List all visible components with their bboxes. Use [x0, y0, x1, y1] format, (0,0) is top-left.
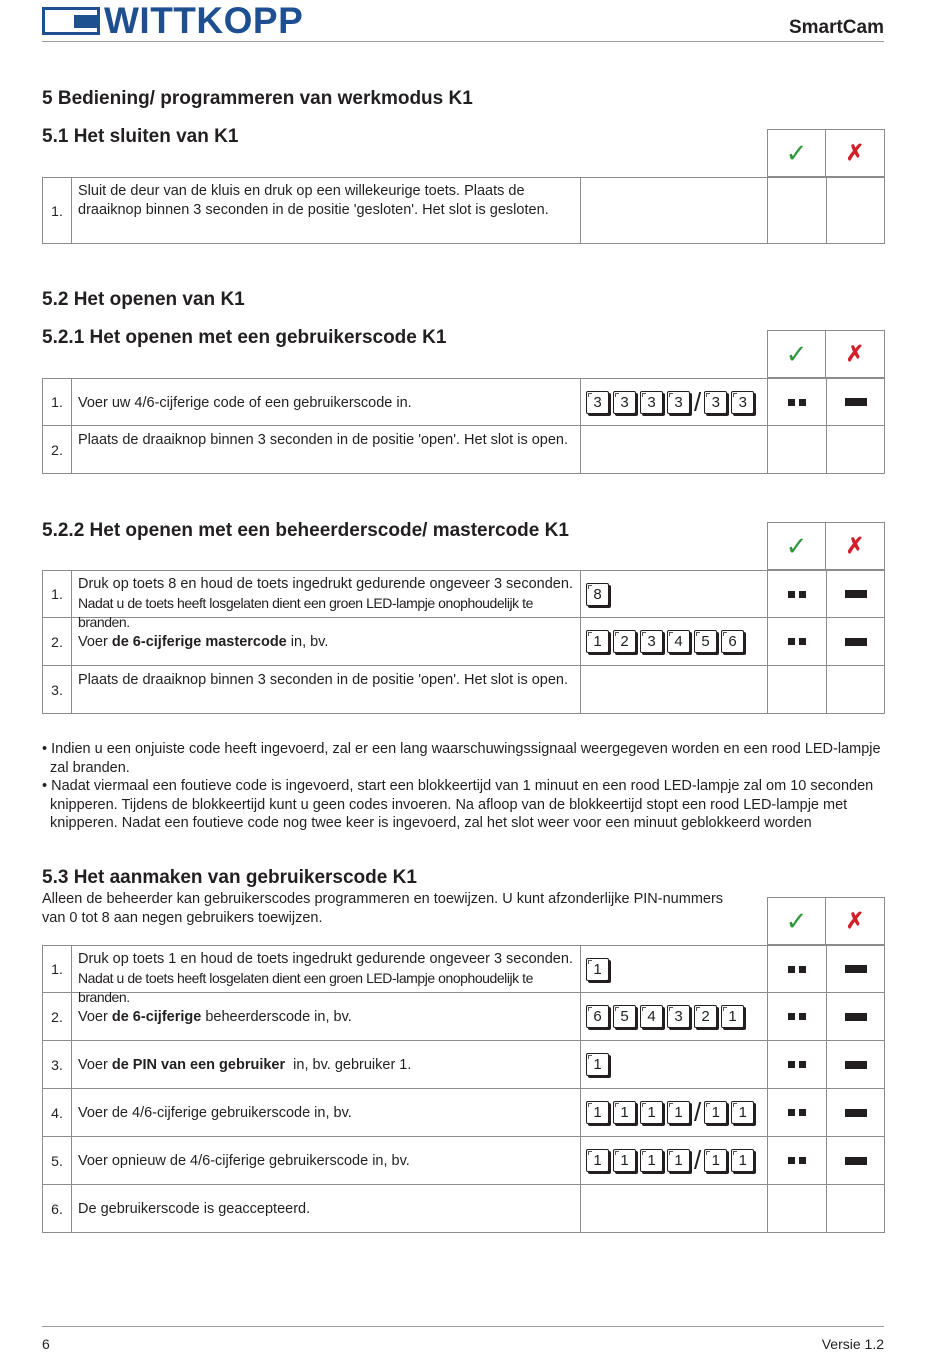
keypad-key: 1: [586, 1149, 609, 1172]
text-post: in, bv.: [286, 634, 329, 650]
row-number: 2.: [43, 993, 72, 1040]
key-sequence: [580, 1137, 768, 1184]
key-sequence: [580, 618, 768, 665]
notes-list: [42, 740, 887, 833]
text-post: beheerderscode in, bv.: [201, 1009, 352, 1025]
table-row: [42, 426, 885, 474]
table-row: [42, 1137, 885, 1185]
keypad-key: 1: [640, 1149, 663, 1172]
text-pre: Voer: [78, 1057, 112, 1073]
long-beep-icon: [827, 993, 885, 1040]
checkmark-icon: ✓: [785, 339, 808, 369]
keypad-key: 3: [586, 391, 609, 414]
brand-name: WITTKOPP: [104, 0, 304, 41]
keypad-key: 3: [667, 1005, 690, 1028]
cross-icon: ✗: [845, 533, 865, 558]
key-sequence: [580, 571, 768, 617]
row-number: 1.: [43, 178, 72, 243]
keypad-key: 1: [586, 1101, 609, 1124]
table-row: [42, 945, 885, 1005]
row-text: Plaats de draaiknop binnen 3 seconden in de positie 'open'. Het slot is open.: [78, 432, 569, 448]
keypad-key: 1: [586, 630, 609, 653]
checkmark-icon: ✓: [785, 531, 808, 561]
row-text: [78, 633, 578, 652]
key-sequence: [580, 993, 768, 1040]
row-text: [78, 1056, 578, 1075]
text-post: in, bv. gebruiker 1.: [285, 1057, 412, 1073]
long-beep-icon: [827, 1041, 885, 1088]
table-header-status: [767, 897, 885, 945]
row-text: Sluit de deur van de kluis en druk op een willekeurige toets. Plaats de draaiknop binnen 3 seconden in de positie 'gesloten'. Het slot is gesloten.: [78, 183, 549, 218]
text-bold: de 6-cijferige mastercode: [111, 634, 287, 650]
short-beep-icon: [768, 1089, 827, 1136]
cross-icon: ✗: [845, 140, 865, 165]
keypad-key: 1: [731, 1101, 754, 1124]
intro-text-5-3: Alleen de beheerder kan gebruikerscodes programmeren en toewijzen. U kunt afzonderlijke PIN-nummers van 0 tot 8 aan negen gebruikers toewijzen.: [42, 891, 724, 926]
heading-5-1: 5.1 Het sluiten van K1: [42, 126, 239, 147]
keypad-key: 8: [586, 583, 609, 606]
header-fail-cell: [826, 129, 885, 177]
heading-5-2-2: 5.2.2 Het openen met een beheerderscode/ mastercode K1: [42, 520, 569, 541]
note-item: • Nadat viermaal een foutieve code is ingevoerd, start een blokkeertijd van 1 minuut en een rood LED-lampje zal om 10 seconden knipperen. Tijdens de blokkeertijd kunt u geen codes invoeren. Na afloop van de blokkeertijd stopt een rood LED-lampje met knipperen. Nadat een foutieve code nog twee keer is ingevoerd, zal het slot weer voor een minuut geblokkeerd worden: [42, 778, 874, 831]
header-ok-cell: [767, 897, 826, 945]
row-text-line1: Druk op toets 8 en houd de toets ingedrukt gedurende ongeveer 3 seconden.: [78, 576, 573, 592]
keypad-key: 4: [667, 630, 690, 653]
keypad-key: 3: [640, 391, 663, 414]
text-pre: Voer: [78, 634, 112, 650]
keypad-key: 3: [640, 630, 663, 653]
table-row: [42, 177, 885, 244]
text-bold: de PIN van een gebruiker: [111, 1057, 286, 1073]
cross-icon: ✗: [845, 908, 865, 933]
table-row: [42, 1089, 885, 1137]
wittkopp-logo: [42, 0, 304, 41]
keypad-key: 5: [694, 630, 717, 653]
keypad-key: 1: [704, 1149, 727, 1172]
row-text-line2: Nadat u de toets heeft losgelaten dient een groen LED-lampje onophoudelijk te branden.: [78, 595, 533, 630]
keypad-key: 3: [613, 391, 636, 414]
row-fail-cell: [827, 426, 885, 473]
row-keys-cell: [580, 666, 768, 713]
slash-separator: /: [694, 386, 702, 417]
row-number: 3.: [43, 666, 72, 713]
row-text: Voer opnieuw de 4/6-cijferige gebruikerscode in, bv.: [78, 1153, 410, 1169]
heading-5-2: 5.2 Het openen van K1: [42, 289, 245, 310]
short-beep-icon: [768, 1137, 827, 1184]
header-fail-cell: [826, 330, 885, 378]
row-number: 1.: [43, 946, 72, 992]
cross-icon: ✗: [845, 341, 865, 366]
row-ok-cell: [768, 666, 827, 713]
row-number: 4.: [43, 1089, 72, 1136]
key-sequence: [580, 1041, 768, 1088]
key-sequence: [580, 379, 768, 425]
keypad-key: 6: [721, 630, 744, 653]
row-number: 2.: [43, 426, 72, 473]
table-header-status: [767, 522, 885, 570]
row-number: 1.: [43, 571, 72, 617]
row-keys-cell: [580, 426, 768, 473]
key-sequence: [580, 946, 768, 992]
slash-separator: /: [694, 1097, 702, 1127]
table-header-status: [767, 330, 885, 378]
page-number: 6: [42, 1336, 50, 1352]
keypad-key: 1: [731, 1149, 754, 1172]
heading-section-5: 5 Bediening/ programmeren van werkmodus K1: [42, 88, 473, 109]
keypad-key: 2: [613, 630, 636, 653]
row-text: Voer de 4/6-cijferige gebruikerscode in, bv.: [78, 1105, 352, 1121]
long-beep-icon: [827, 379, 885, 425]
keypad-key: 1: [704, 1101, 727, 1124]
row-fail-cell: [827, 178, 885, 243]
footer-divider: [42, 1326, 884, 1327]
keypad-key: 1: [586, 958, 609, 981]
header-ok-cell: [767, 330, 826, 378]
heading-5-2-1: 5.2.1 Het openen met een gebruikerscode K1: [42, 327, 447, 348]
row-text-line2: Nadat u de toets heeft losgelaten dient een groen LED-lampje onophoudelijk te branden.: [78, 970, 533, 1005]
short-beep-icon: [768, 993, 827, 1040]
keypad-key: 6: [586, 1005, 609, 1028]
table-header-status: [767, 129, 885, 177]
table-row: [42, 570, 885, 630]
version-label: Versie 1.2: [821, 1336, 884, 1352]
row-fail-cell: [827, 1185, 885, 1232]
long-beep-icon: [827, 1089, 885, 1136]
checkmark-icon: ✓: [785, 906, 808, 936]
short-beep-icon: [768, 1041, 827, 1088]
short-beep-icon: [768, 946, 827, 992]
table-row: [42, 618, 885, 666]
keypad-key: 1: [721, 1005, 744, 1028]
row-ok-cell: [768, 178, 827, 243]
row-number: 1.: [43, 379, 72, 425]
header-ok-cell: [767, 522, 826, 570]
row-text-line1: Druk op toets 1 en houd de toets ingedrukt gedurende ongeveer 3 seconden.: [78, 951, 573, 967]
long-beep-icon: [827, 1137, 885, 1184]
heading-5-3: 5.3 Het aanmaken van gebruikerscode K1: [42, 867, 417, 888]
keypad-key: 3: [731, 391, 754, 414]
row-number: 3.: [43, 1041, 72, 1088]
row-ok-cell: [768, 1185, 827, 1232]
long-beep-icon: [827, 571, 885, 617]
header-ok-cell: [767, 129, 826, 177]
keypad-key: 2: [694, 1005, 717, 1028]
row-number: 5.: [43, 1137, 72, 1184]
logo-mark-icon: [42, 7, 100, 35]
long-beep-icon: [827, 618, 885, 665]
keypad-key: 1: [667, 1149, 690, 1172]
keypad-key: 1: [613, 1101, 636, 1124]
header-fail-cell: [826, 897, 885, 945]
row-text: Plaats de draaiknop binnen 3 seconden in de positie 'open'. Het slot is open.: [78, 672, 569, 688]
short-beep-icon: [768, 618, 827, 665]
row-keys-cell: [580, 178, 768, 243]
table-row: [42, 378, 885, 426]
product-name: SmartCam: [788, 17, 884, 38]
keypad-key: 3: [704, 391, 727, 414]
row-ok-cell: [768, 426, 827, 473]
header-divider: [42, 41, 884, 42]
short-beep-icon: [768, 379, 827, 425]
long-beep-icon: [827, 946, 885, 992]
keypad-key: 5: [613, 1005, 636, 1028]
slash-separator: /: [694, 1145, 702, 1175]
checkmark-icon: ✓: [785, 138, 808, 168]
row-text: Voer uw 4/6-cijferige code of een gebruikerscode in.: [78, 395, 412, 411]
row-keys-cell: [580, 1185, 768, 1232]
keypad-key: 1: [613, 1149, 636, 1172]
short-beep-icon: [768, 571, 827, 617]
table-row: [42, 993, 885, 1041]
keypad-key: 1: [667, 1101, 690, 1124]
header-fail-cell: [826, 522, 885, 570]
text-pre: Voer: [78, 1009, 112, 1025]
row-text: [78, 1008, 578, 1027]
row-text: De gebruikerscode is geaccepteerd.: [78, 1201, 311, 1217]
keypad-key: 1: [640, 1101, 663, 1124]
note-item: • Indien u een onjuiste code heeft ingevoerd, zal er een lang waarschuwingssignaal weergegeven worden en een rood LED-lampje zal branden.: [42, 741, 881, 776]
row-number: 2.: [43, 618, 72, 665]
table-row: [42, 666, 885, 714]
keypad-key: 4: [640, 1005, 663, 1028]
keypad-key: 3: [667, 391, 690, 414]
table-row: [42, 1041, 885, 1089]
text-bold: de 6-cijferige: [111, 1009, 202, 1025]
key-sequence: [580, 1089, 768, 1136]
row-number: 6.: [43, 1185, 72, 1232]
table-row: [42, 1185, 885, 1233]
keypad-key: 1: [586, 1053, 609, 1076]
row-fail-cell: [827, 666, 885, 713]
